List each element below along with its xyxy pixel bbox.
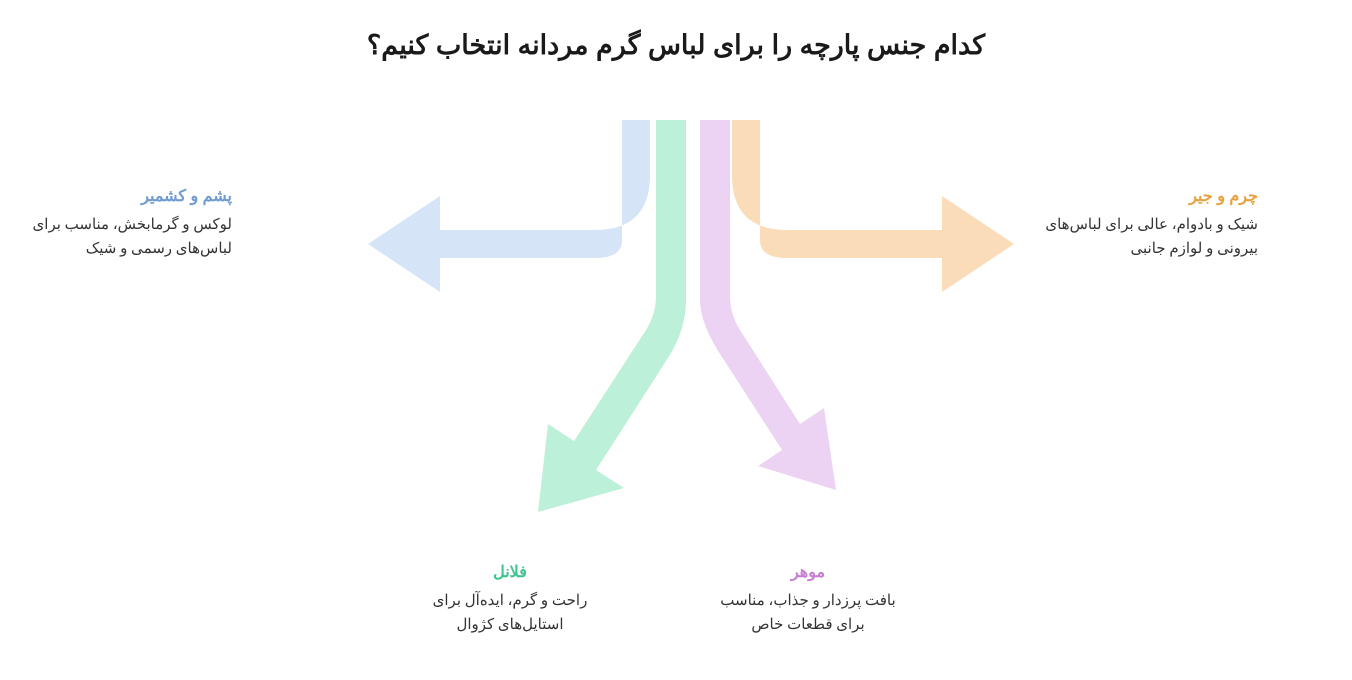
arrow-wool (368, 120, 650, 292)
node-wool-label: پشم و کشمیر (141, 188, 232, 205)
node-leather-label: چرم و جیر (1189, 188, 1258, 205)
node-wool-description: لوکس و گرمابخش، مناسب برای لباس‌های رسمی و شیک (32, 217, 232, 257)
node-mohair[interactable] (708, 562, 908, 637)
node-mohair-label: موهر (790, 564, 826, 581)
node-flannel-label: فلانل (493, 564, 527, 581)
node-flannel-description: راحت و گرم، ایده‌آل برای استایل‌های کژوال (432, 593, 588, 633)
node-wool[interactable] (12, 186, 232, 261)
node-flannel[interactable] (420, 562, 600, 637)
node-leather[interactable] (1018, 186, 1258, 261)
arrow-mohair (700, 120, 836, 490)
node-leather-description: شیک و بادوام، عالی برای لباس‌های بیرونی و لوازم جانبی (1045, 217, 1258, 257)
arrow-leather (732, 120, 1014, 292)
page-title: کدام جنس پارچه را برای لباس گرم مردانه انتخاب کنیم؟ (366, 30, 986, 60)
node-mohair-description: بافت پرزدار و جذاب، مناسب برای قطعات خاص (720, 593, 896, 633)
arrow-flannel (538, 120, 686, 512)
